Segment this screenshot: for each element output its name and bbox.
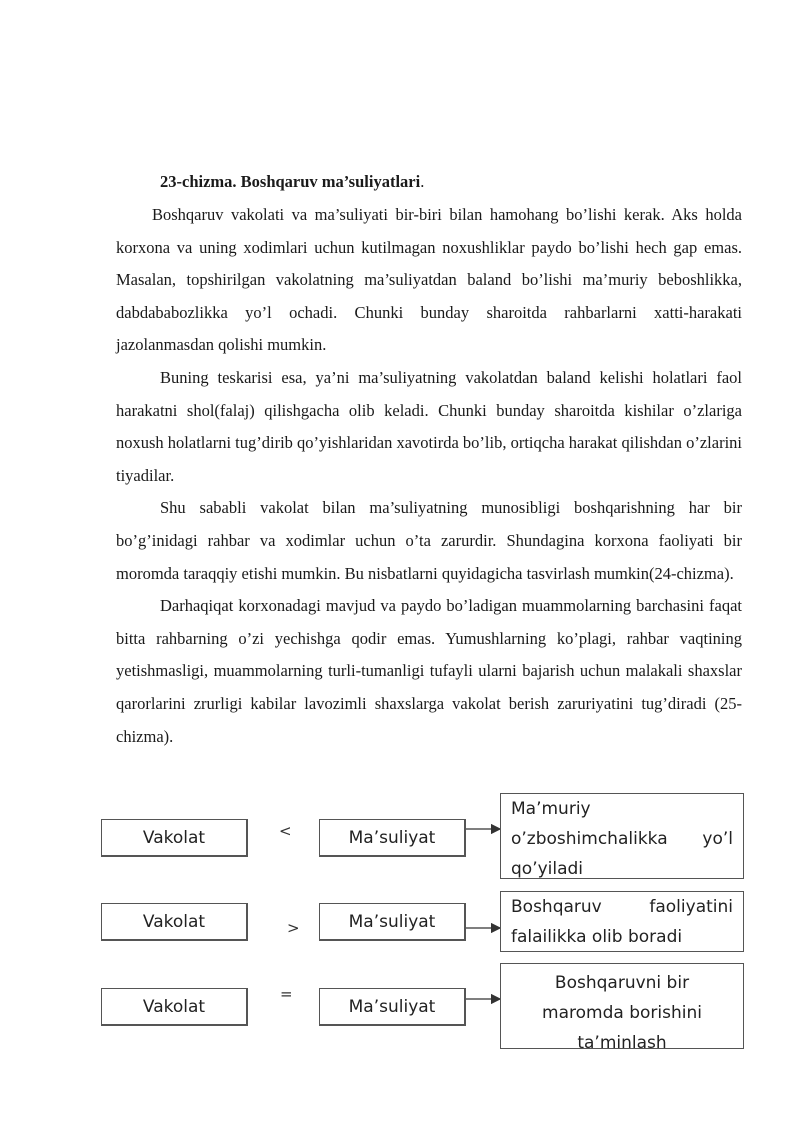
masuliyat-box-3 [319, 988, 466, 1026]
masuliyat-label-3: Ma’suliyat [348, 996, 436, 1017]
vakolat-box-3 [101, 988, 248, 1026]
masuliyat-box-2 [319, 903, 466, 941]
result-1-line-3: qo’yiladi [511, 859, 584, 879]
masuliyat-label-2: Ma’suliyat [348, 911, 436, 932]
result-3-line-3: ta’minlash [577, 1033, 667, 1049]
result-box-1 [500, 793, 744, 879]
figure-caption-period: . [420, 172, 425, 191]
vakolat-box-1 [101, 819, 248, 857]
result-2-line-1: Boshqaruv faoliyatini [511, 897, 733, 917]
vakolat-label-1: Vakolat [142, 827, 206, 848]
paragraph-3: Shu sababli vakolat bilan ma’suliyatning munosibligi boshqarishning har bir bo’g’inidagi rahbar va xodimlar uchun o’ta zarurdir. Shundagina korxona faoliyati bir moromda taraqqiy etishi mumkin. Bu nisbatlarni quyidagicha tasvirlash mumkin(24-chizma). [116, 498, 742, 583]
result-1-line-1: Ma’muriy [511, 799, 591, 819]
operator-less-than: < [279, 822, 292, 840]
result-3-line-2: maromda borishini [542, 1003, 702, 1023]
result-box-2 [500, 891, 744, 952]
result-2-line-2: falailikka olib boradi [511, 927, 683, 947]
operator-equals: = [280, 985, 293, 1003]
paragraph-4: Darhaqiqat korxonadagi mavjud va paydo bo’ladigan muammolarning barchasini faqat bitta rahbarning o’zi yechishga qodir emas. Yumushlarning ko’plagi, rahbar vaqtining yetishmasligi, muammolarning turli-tumanligi tufayli ularni bajarish uchun malakali shaxslar qarorlarini zrurligi kabilar lavozimli shaxslarga vakolat berish zaruriyatini tug’diradi (25-chizma). [116, 596, 742, 746]
vakolat-label-3: Vakolat [142, 996, 206, 1017]
result-1-line-2: o’zboshimchalikka yo’l [511, 829, 733, 849]
result-3-line-1: Boshqaruvni bir [554, 973, 690, 993]
paragraph-2: Buning teskarisi esa, ya’ni ma’suliyatning vakolatdan baland kelishi holatlari faol harakatni shol(falaj) qilishgacha olib keladi. Chunki bunday sharoitda kishilar o’zlariga noxush holatlarni tug’dirib qo’yishlaridan xavotirda bo’lib, ortiqcha harakat qilishdan o’zlarini tiyadilar. [116, 367, 742, 485]
masuliyat-box-1 [319, 819, 466, 857]
masuliyat-label-1: Ma’suliyat [348, 827, 436, 848]
figure-caption-text: 23-chizma. Boshqaruv ma’suliyatlari [160, 172, 421, 191]
operator-greater-than: > [287, 919, 300, 937]
paragraph-1: Boshqaruv vakolati va ma’suliyati bir-biri bilan hamohang bo’lishi kerak. Aks holda korxona va uning xodimlari uchun kutilmagan noxushliklar paydo bo’lishi hech gap emas. Masalan, topshirilgan vakolatning ma’suliyatdan baland bo’lishi ma’muriy beboshlikka, dabdababozlikka yo’l ochadi. Chunki bunday sharoitda rahbarlarni xatti-harakati jazolanmasdan qolishi mumkin. [116, 205, 742, 355]
vakolat-box-2 [101, 903, 248, 941]
vakolat-label-2: Vakolat [142, 911, 206, 932]
result-box-3 [500, 963, 744, 1049]
